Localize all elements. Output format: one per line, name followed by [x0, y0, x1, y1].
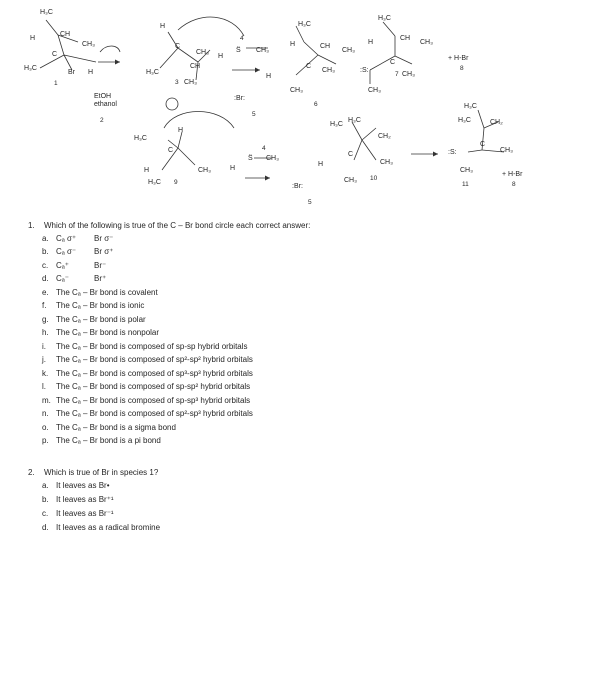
svg-text:CH₃: CH₃ — [368, 87, 381, 94]
svg-text:9: 9 — [174, 179, 178, 186]
svg-text:CH: CH — [60, 31, 71, 38]
answer-option[interactable]: a. Cₐ σ⁺ Br σ⁻ — [42, 233, 114, 243]
svg-text:H₃C: H₃C — [458, 117, 471, 124]
svg-text:8: 8 — [460, 65, 464, 72]
answer-option[interactable]: c. It leaves as Br⁻¹ — [42, 508, 114, 518]
svg-text:H: H — [230, 165, 236, 172]
svg-text:CH₃: CH₃ — [256, 47, 269, 54]
svg-text:4: 4 — [262, 145, 266, 152]
svg-text:H₃C: H₃C — [464, 103, 477, 110]
svg-text:H: H — [30, 35, 36, 42]
svg-text:7: 7 — [395, 71, 399, 78]
svg-text:CH₃: CH₃ — [198, 167, 211, 174]
svg-text:C: C — [175, 43, 181, 50]
svg-text:S̈: S̈ — [248, 155, 253, 162]
svg-text:C: C — [52, 51, 58, 58]
answer-option[interactable]: m. The Cₐ – Br bond is composed of sp-sp³ hybrid orbitals — [42, 395, 251, 405]
svg-text:H: H — [160, 23, 166, 30]
answer-option[interactable]: b. Cₐ σ⁻ Br σ⁺ — [42, 247, 114, 256]
svg-text:C: C — [168, 147, 174, 154]
svg-text:H₃C: H₃C — [348, 117, 361, 124]
svg-text:EtOH: EtOH — [94, 93, 112, 100]
svg-text:H: H — [178, 127, 184, 134]
answer-option[interactable]: j. The Cₐ – Br bond is composed of sp²-sp² hybrid orbitals — [42, 355, 253, 364]
svg-text:H: H — [318, 161, 324, 168]
svg-text:Br: Br — [68, 69, 75, 76]
svg-text:4: 4 — [240, 35, 244, 42]
answer-option[interactable]: n. The Cₐ – Br bond is composed of sp²-sp³ hybrid orbitals — [42, 409, 253, 418]
answer-option[interactable]: d. Cₐ⁻ Br⁺ — [42, 274, 107, 283]
question-2-options — [28, 481, 588, 533]
svg-text:H: H — [88, 69, 94, 76]
svg-text:+ H-Br: + H-Br — [502, 171, 523, 178]
answer-option[interactable]: o. The Cₐ – Br bond is a sigma bond — [42, 422, 176, 432]
svg-text:S̈: S̈ — [236, 47, 241, 54]
svg-text:CH: CH — [190, 63, 201, 70]
svg-text::S:: :S: — [448, 149, 457, 156]
svg-text:H₃C: H₃C — [298, 21, 311, 28]
svg-text:CH₃: CH₃ — [184, 79, 197, 86]
svg-text:CH: CH — [320, 43, 331, 50]
answer-option[interactable]: c. Cₐ⁺ Br⁻ — [42, 260, 107, 270]
answer-option[interactable]: f. The Cₐ – Br bond is ionic — [42, 301, 145, 310]
answer-option[interactable]: a. It leaves as Br• — [42, 480, 110, 490]
svg-text:5: 5 — [308, 199, 312, 206]
answer-option[interactable]: b. It leaves as Br⁺¹ — [42, 494, 114, 504]
svg-text:CH₃: CH₃ — [266, 155, 279, 162]
svg-text:3: 3 — [175, 79, 179, 86]
answer-option[interactable]: d. It leaves as a radical bromine — [42, 522, 161, 532]
svg-text:11: 11 — [462, 181, 469, 188]
svg-text:CH₃: CH₃ — [342, 47, 355, 54]
svg-text:H₃C: H₃C — [378, 15, 391, 22]
question-1-options — [28, 234, 588, 447]
svg-text:CH₃: CH₃ — [196, 49, 209, 56]
svg-text:CH₂: CH₂ — [490, 119, 503, 126]
svg-text:CH: CH — [400, 35, 411, 42]
svg-text:CH₃: CH₃ — [322, 67, 335, 74]
answer-option[interactable]: l. The Cₐ – Br bond is composed of sp-sp² hybrid orbitals — [42, 382, 251, 391]
molecule-labels — [24, 9, 523, 206]
svg-text:H₃C: H₃C — [148, 179, 161, 186]
svg-text:2: 2 — [100, 117, 104, 124]
question-2 — [28, 468, 588, 533]
svg-text::Br:: :Br: — [234, 95, 245, 102]
svg-text:H₃C: H₃C — [40, 9, 53, 16]
question-number: 1. — [28, 221, 35, 230]
svg-text:+ H-Br: + H-Br — [448, 55, 469, 62]
svg-text:H₃C: H₃C — [24, 65, 37, 72]
question-text: Which is true of Br in species 1? — [44, 468, 159, 477]
svg-text:CH₃: CH₃ — [460, 167, 473, 174]
svg-text:H: H — [218, 53, 224, 60]
svg-text:H₃C: H₃C — [146, 69, 159, 76]
questions-section — [28, 221, 588, 537]
svg-text:C: C — [480, 141, 486, 148]
answer-option[interactable]: p. The Cₐ – Br bond is a pi bond — [42, 436, 161, 445]
question-text: Which of the following is true of the C – Br bond circle each correct answer: — [44, 221, 311, 230]
svg-text:C: C — [390, 59, 396, 66]
svg-text:CH₂: CH₂ — [378, 133, 391, 140]
svg-text:6: 6 — [314, 101, 318, 108]
svg-text:C: C — [306, 63, 312, 70]
answer-option[interactable]: k. The Cₐ – Br bond is composed of sp³-sp³ hybrid orbitals — [42, 368, 253, 378]
svg-text:CH₃: CH₃ — [402, 71, 415, 78]
svg-text:H: H — [144, 167, 150, 174]
svg-text:CH₃: CH₃ — [82, 41, 95, 48]
svg-text:1: 1 — [54, 80, 58, 87]
svg-text:CH₃: CH₃ — [344, 177, 357, 184]
svg-text:C: C — [348, 151, 354, 158]
svg-text:5: 5 — [252, 111, 256, 118]
answer-option[interactable]: h. The Cₐ – Br bond is nonpolar — [42, 328, 160, 337]
svg-text:CH₃: CH₃ — [380, 159, 393, 166]
question-number: 2. — [28, 468, 35, 477]
svg-text:CH₃: CH₃ — [290, 87, 303, 94]
svg-text:10: 10 — [370, 175, 378, 182]
svg-text:H: H — [266, 73, 272, 80]
svg-text:H: H — [290, 41, 296, 48]
svg-text::Br:: :Br: — [292, 183, 303, 190]
answer-option[interactable]: g. The Cₐ – Br bond is polar — [42, 314, 146, 324]
svg-text:8: 8 — [512, 181, 516, 188]
svg-text:CH₃: CH₃ — [420, 39, 433, 46]
answer-option[interactable]: e. The Cₐ – Br bond is covalent — [42, 287, 158, 297]
svg-text:ethanol: ethanol — [94, 101, 117, 108]
svg-text:CH₃: CH₃ — [500, 147, 513, 154]
svg-text:H₃C: H₃C — [330, 121, 343, 128]
answer-option[interactable]: i. The Cₐ – Br bond is composed of sp-sp hybrid orbitals — [42, 341, 248, 351]
question-1 — [28, 221, 588, 446]
svg-text::S:: :S: — [360, 67, 369, 74]
svg-text:H: H — [368, 39, 374, 46]
svg-text:H₃C: H₃C — [134, 135, 147, 142]
reaction-scheme — [0, 0, 601, 215]
